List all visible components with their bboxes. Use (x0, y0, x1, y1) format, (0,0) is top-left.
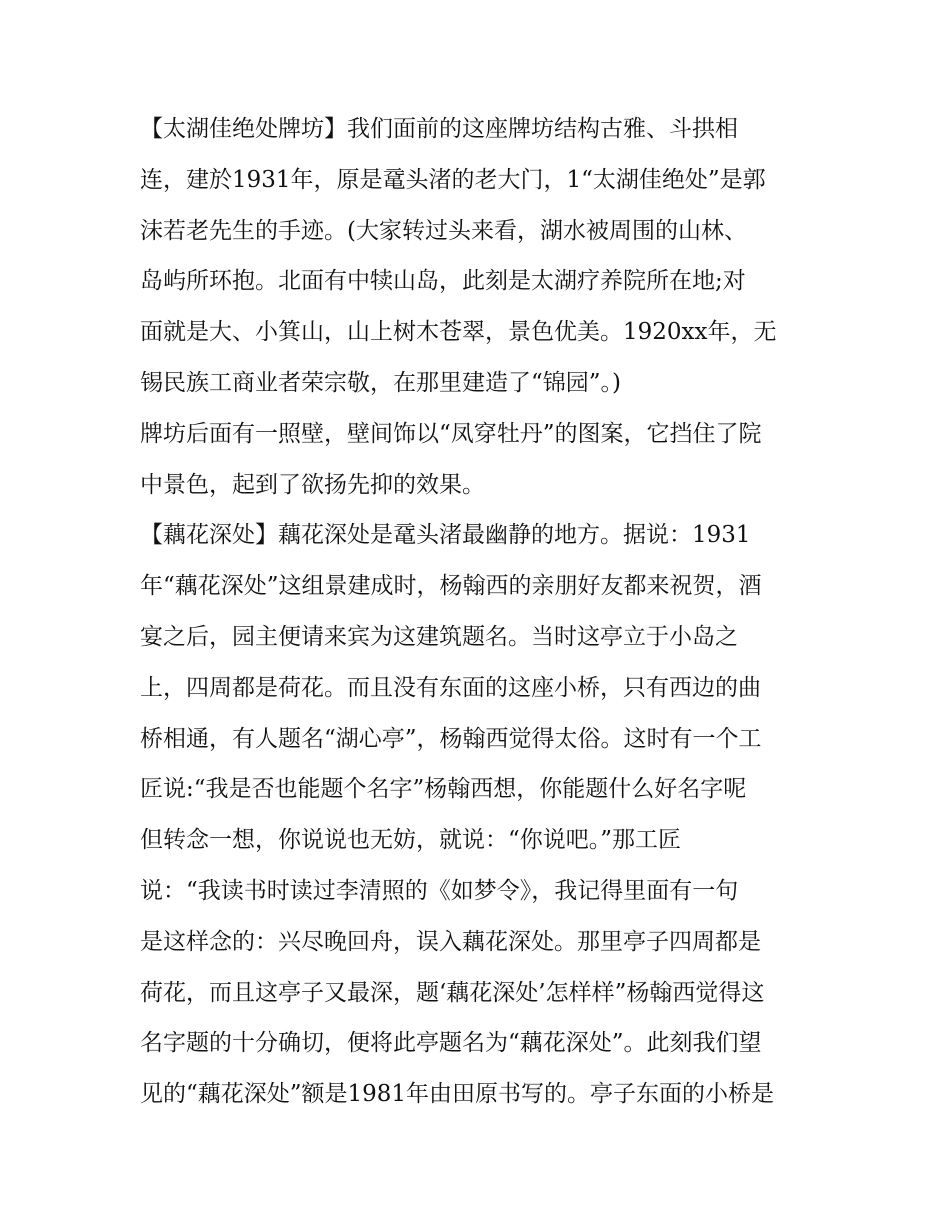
text-line: 牌坊后面有一照壁，壁间饰以“凤穿牡丹”的图案，它挡住了院 (140, 420, 762, 447)
text-line: 面就是大、小箕山，山上树木苍翠，景色优美。1920xx年，无 (140, 319, 777, 346)
text-line: 是这样念的：兴尽晚回舟，误入藕花深处。那里亭子四周都是 (140, 928, 761, 955)
document-body (140, 104, 812, 1120)
text-line: 沫若老先生的手迹。(大家转过头来看，湖水被周围的山林、 (140, 217, 747, 244)
text-line: 宴之后，园主便请来宾为这建筑题名。当时这亭立于小岛之 (140, 623, 738, 650)
text-line: 名字题的十分确切，便将此亭题名为“藕花深处”。此刻我们望 (140, 1030, 762, 1057)
text-line: 上，四周都是荷花。而且没有东面的这座小桥，只有西边的曲 (140, 674, 761, 701)
text-line: 年“藕花深处”这组景建成时，杨翰西的亲朋好友都来祝贺，酒 (140, 573, 762, 600)
text-line: 说：“我读书时读过李清照的《如梦令》，我记得里面有一句 (140, 877, 739, 904)
text-line: 但转念一想，你说说也无妨，就说：“你说吧。”那工匠 (140, 827, 682, 854)
text-line: 匠说:“我是否也能题个名字”杨翰西想，你能题什么好名字呢 (140, 776, 747, 803)
text-line: 见的“藕花深处”额是1981年由田原书写的。亭子东面的小桥是 (140, 1081, 775, 1108)
text-line: 荷花，而且这亭子又最深，题‘藕花深处’怎样样”杨翰西觉得这 (140, 979, 765, 1006)
text-line: 【藕花深处】藕花深处是鼋头渚最幽静的地方。据说：1931 (140, 522, 751, 549)
text-line: 锡民族工商业者荣宗敬，在那里建造了“锦园”。) (140, 369, 621, 396)
text-line: 岛屿所环抱。北面有中犊山岛，此刻是太湖疗养院所在地;对 (140, 268, 746, 295)
text-line: 连，建於1931年，原是鼋头渚的老大门，1“太湖佳绝处”是郭 (140, 166, 766, 193)
text-line: 【太湖佳绝处牌坊】我们面前的这座牌坊结构古雅、斗拱相 (140, 116, 738, 142)
text-line: 桥相通，有人题名“湖心亭”，杨翰西觉得太俗。这时有一个工 (140, 725, 762, 752)
text-line: 中景色，起到了欲扬先抑的效果。 (140, 471, 485, 498)
